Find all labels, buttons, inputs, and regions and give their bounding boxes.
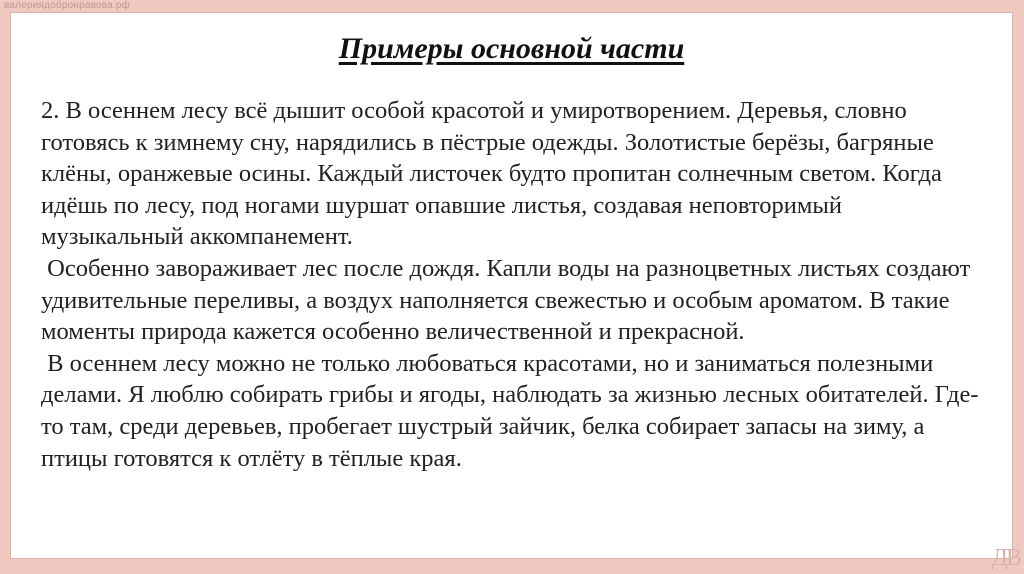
- slide-title: Примеры основной части: [338, 32, 685, 65]
- slide: [10, 12, 1013, 559]
- paragraph-1: 2. В осеннем лесу всё дышит особой красотой и умиротворением. Деревья, словно готовясь к зимнему сну, нарядились в пёстрые одежды. Золотистые берёзы, багряные клёны, оранжевые осины. Каждый листочек будто пропитан солнечным светом. Когда идёшь по лесу, под ногами шуршат опавшие листья, создавая неповторимый музыкальный аккомпанемент.: [41, 97, 942, 251]
- author-logo: ДВ: [991, 545, 1020, 571]
- paragraph-3: [41, 348, 986, 474]
- paragraph-2-text: Особенно завораживает лес после дождя. Капли воды на разноцветных листьях создают удивительные переливы, а воздух наполняется свежестью и особым ароматом. В такие моменты природа кажется особенно величественной и прекрасной.: [41, 254, 971, 346]
- site-watermark: валериядобронравова.рф: [4, 0, 131, 11]
- paragraph-2: [41, 253, 986, 348]
- slide-body: [41, 95, 986, 474]
- paragraph-3-text: В осеннем лесу можно не только любоваться красотами, но и заниматься полезными делами. Я люблю собирать грибы и ягоды, наблюдать за жизнью лесных обитателей. Где-то там, среди деревьев, пробегает шустрый зайчик, белка собирает запасы на зиму, а птицы готовятся к отлёту в тёплые края.: [41, 349, 979, 472]
